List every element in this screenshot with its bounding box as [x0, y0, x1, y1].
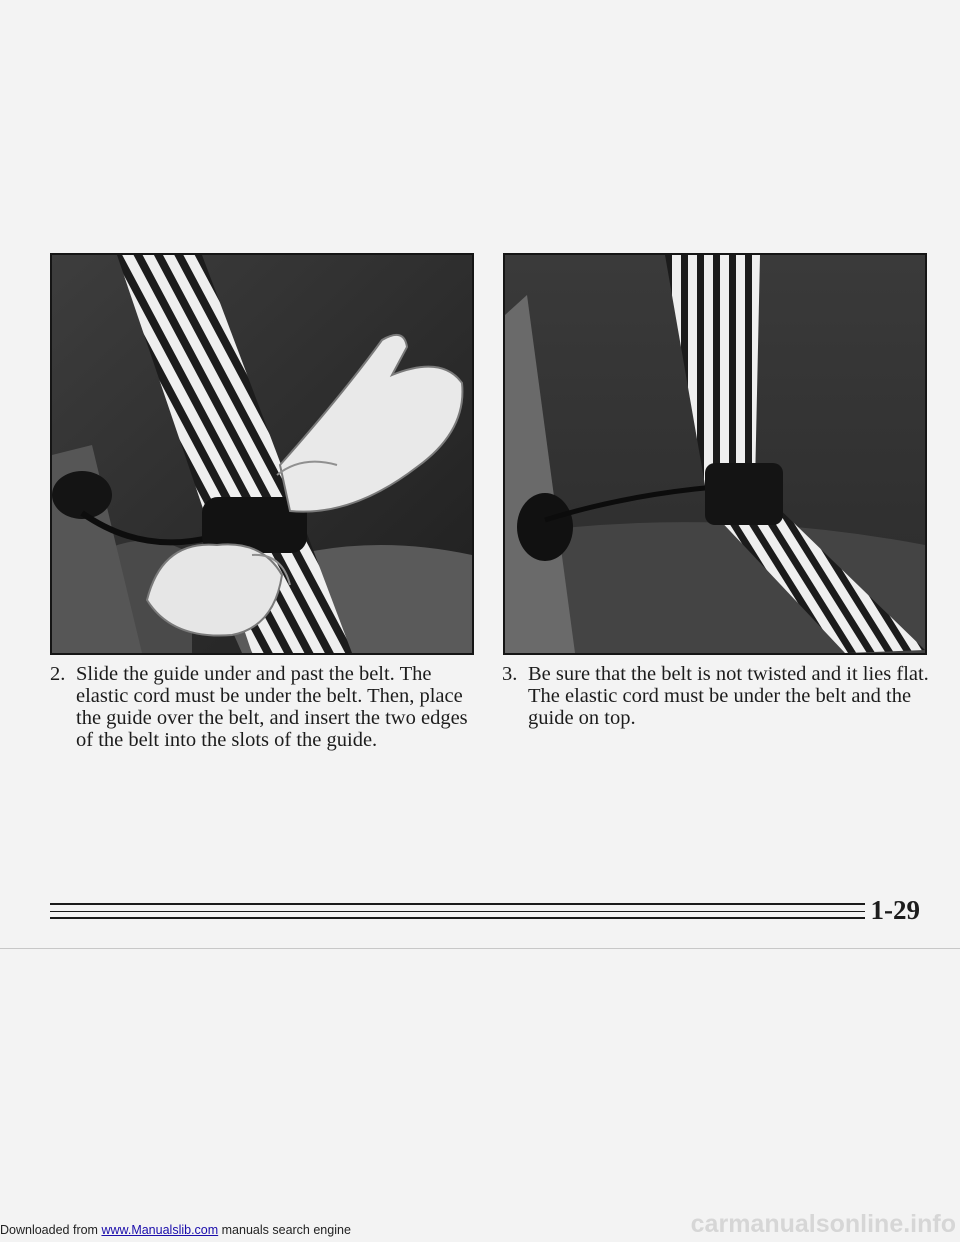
step-number: 2. [50, 663, 66, 685]
page-number: 1-29 [870, 895, 920, 925]
footer-rule [50, 911, 865, 912]
watermark: carmanualsonline.info [690, 1210, 956, 1238]
belt-guide-installed-photo [503, 253, 927, 655]
step-text: Slide the guide under and past the belt. The elastic cord must be under the belt. Then, place the guide over the belt, and insert the two edges of the belt into the slots of the guide. [76, 663, 468, 751]
divider [0, 948, 960, 949]
footer-rule [50, 917, 865, 919]
footer-prefix: Downloaded from [0, 1223, 102, 1237]
download-footer [0, 1223, 351, 1237]
step-number: 3. [502, 663, 518, 685]
footer-suffix: manuals search engine [218, 1223, 351, 1237]
footer-rule [50, 903, 865, 905]
manualslib-link[interactable]: www.Manualslib.com [101, 1223, 219, 1237]
belt-guide-install-photo [50, 253, 474, 655]
step-text: Be sure that the belt is not twisted and it lies flat. The elastic cord must be under the belt and the guide on top. [528, 663, 929, 729]
